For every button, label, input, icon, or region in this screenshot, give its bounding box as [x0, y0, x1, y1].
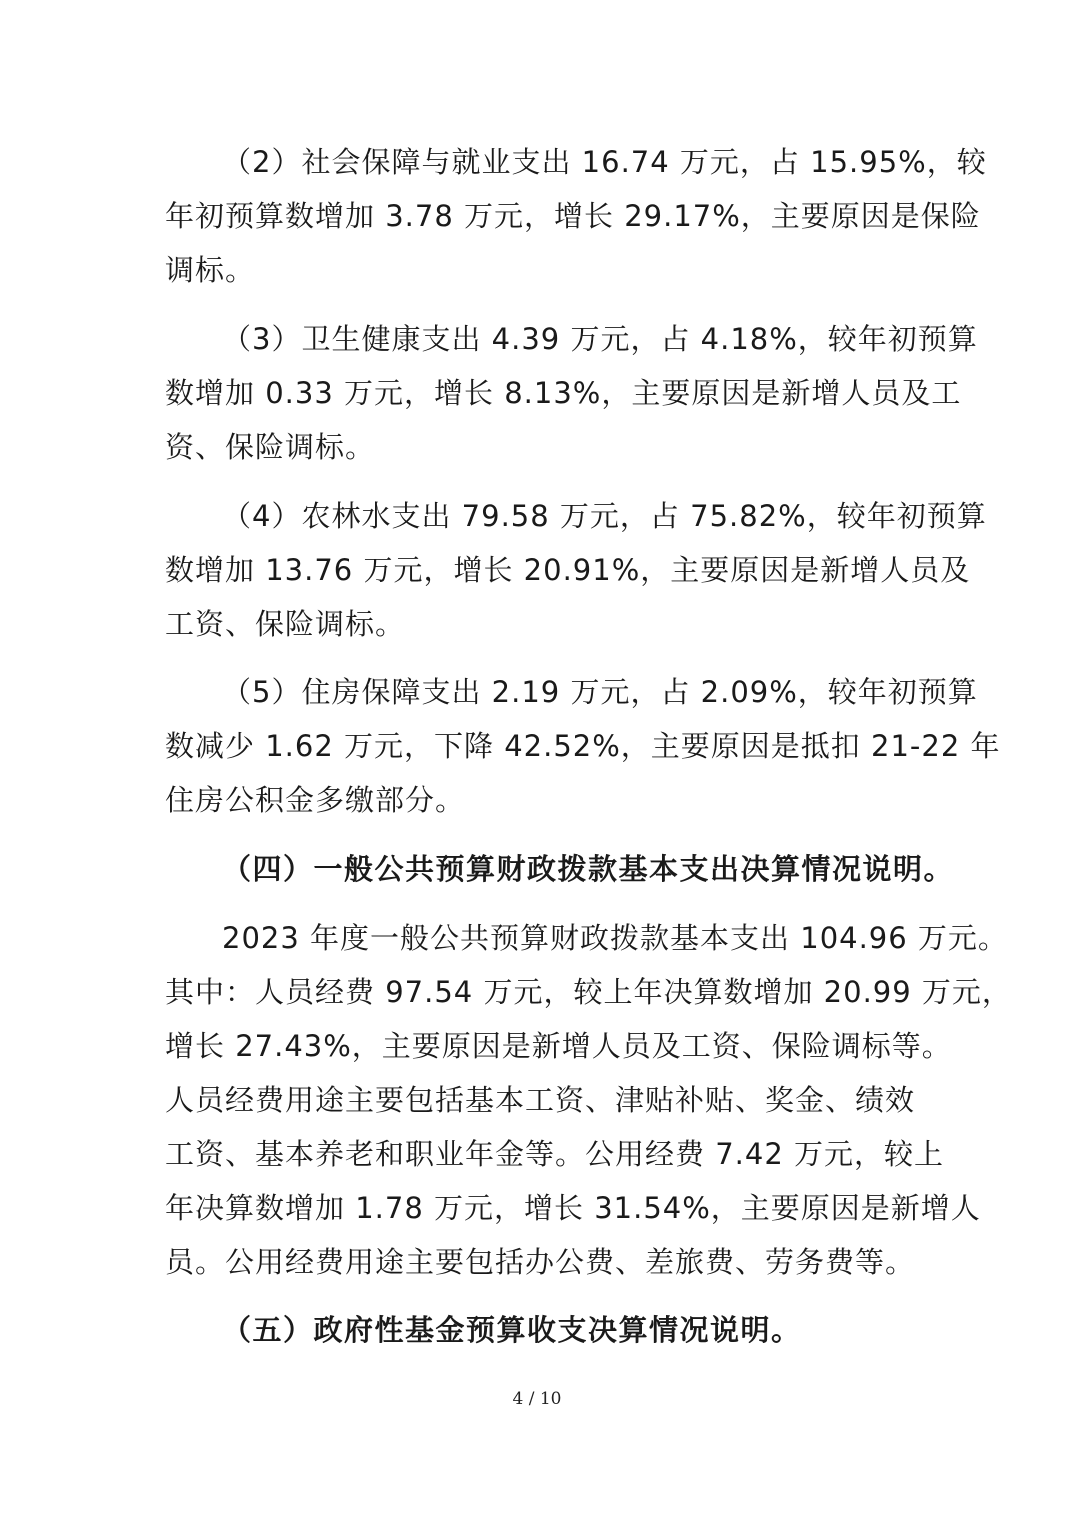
text-line: 资、保险调标。	[165, 430, 376, 464]
text-line: 年初预算数增加 3.78 万元，增长 29.17%，主要原因是保险	[165, 199, 981, 233]
text-line: （4）农林水支出 79.58 万元，占 75.82%，较年初预算	[222, 499, 987, 533]
text-line: （5）住房保障支出 2.19 万元，占 2.09%，较年初预算	[222, 675, 978, 709]
text-line: （2）社会保障与就业支出 16.74 万元，占 15.95%，较	[222, 145, 987, 179]
text-line: 住房公积金多缴部分。	[165, 783, 466, 817]
text-line: 数增加 13.76 万元，增长 20.91%，主要原因是新增人员及	[165, 553, 971, 587]
text-line: 数增加 0.33 万元，增长 8.13%，主要原因是新增人员及工	[165, 376, 962, 410]
text-line: 年决算数增加 1.78 万元，增长 31.54%，主要原因是新增人	[165, 1191, 981, 1225]
text-line: 其中：人员经费 97.54 万元，较上年决算数增加 20.99 万元，	[165, 975, 1012, 1009]
text-line: 调标。	[165, 253, 256, 287]
text-line: 增长 27.43%，主要原因是新增人员及工资、保险调标等。	[165, 1029, 952, 1063]
text-line: 数减少 1.62 万元，下降 42.52%，主要原因是抵扣 21-22 年	[165, 729, 1001, 763]
section-heading-basic-expenditure: （四）一般公共预算财政拨款基本支出决算情况说明。	[222, 852, 955, 886]
text-line: 2023 年度一般公共预算财政拨款基本支出 104.96 万元。	[222, 921, 1008, 955]
text-line: （3）卫生健康支出 4.39 万元，占 4.18%，较年初预算	[222, 322, 978, 356]
text-line: 工资、保险调标。	[165, 607, 406, 641]
section-heading-government-fund: （五）政府性基金预算收支决算情况说明。	[222, 1313, 802, 1347]
page-number: 4 / 10	[512, 1389, 562, 1409]
text-line: 人员经费用途主要包括基本工资、津贴补贴、奖金、绩效	[165, 1083, 916, 1117]
text-line: 员。公用经费用途主要包括办公费、差旅费、劳务费等。	[165, 1245, 916, 1279]
text-line: 工资、基本养老和职业年金等。公用经费 7.42 万元，较上	[165, 1137, 945, 1171]
